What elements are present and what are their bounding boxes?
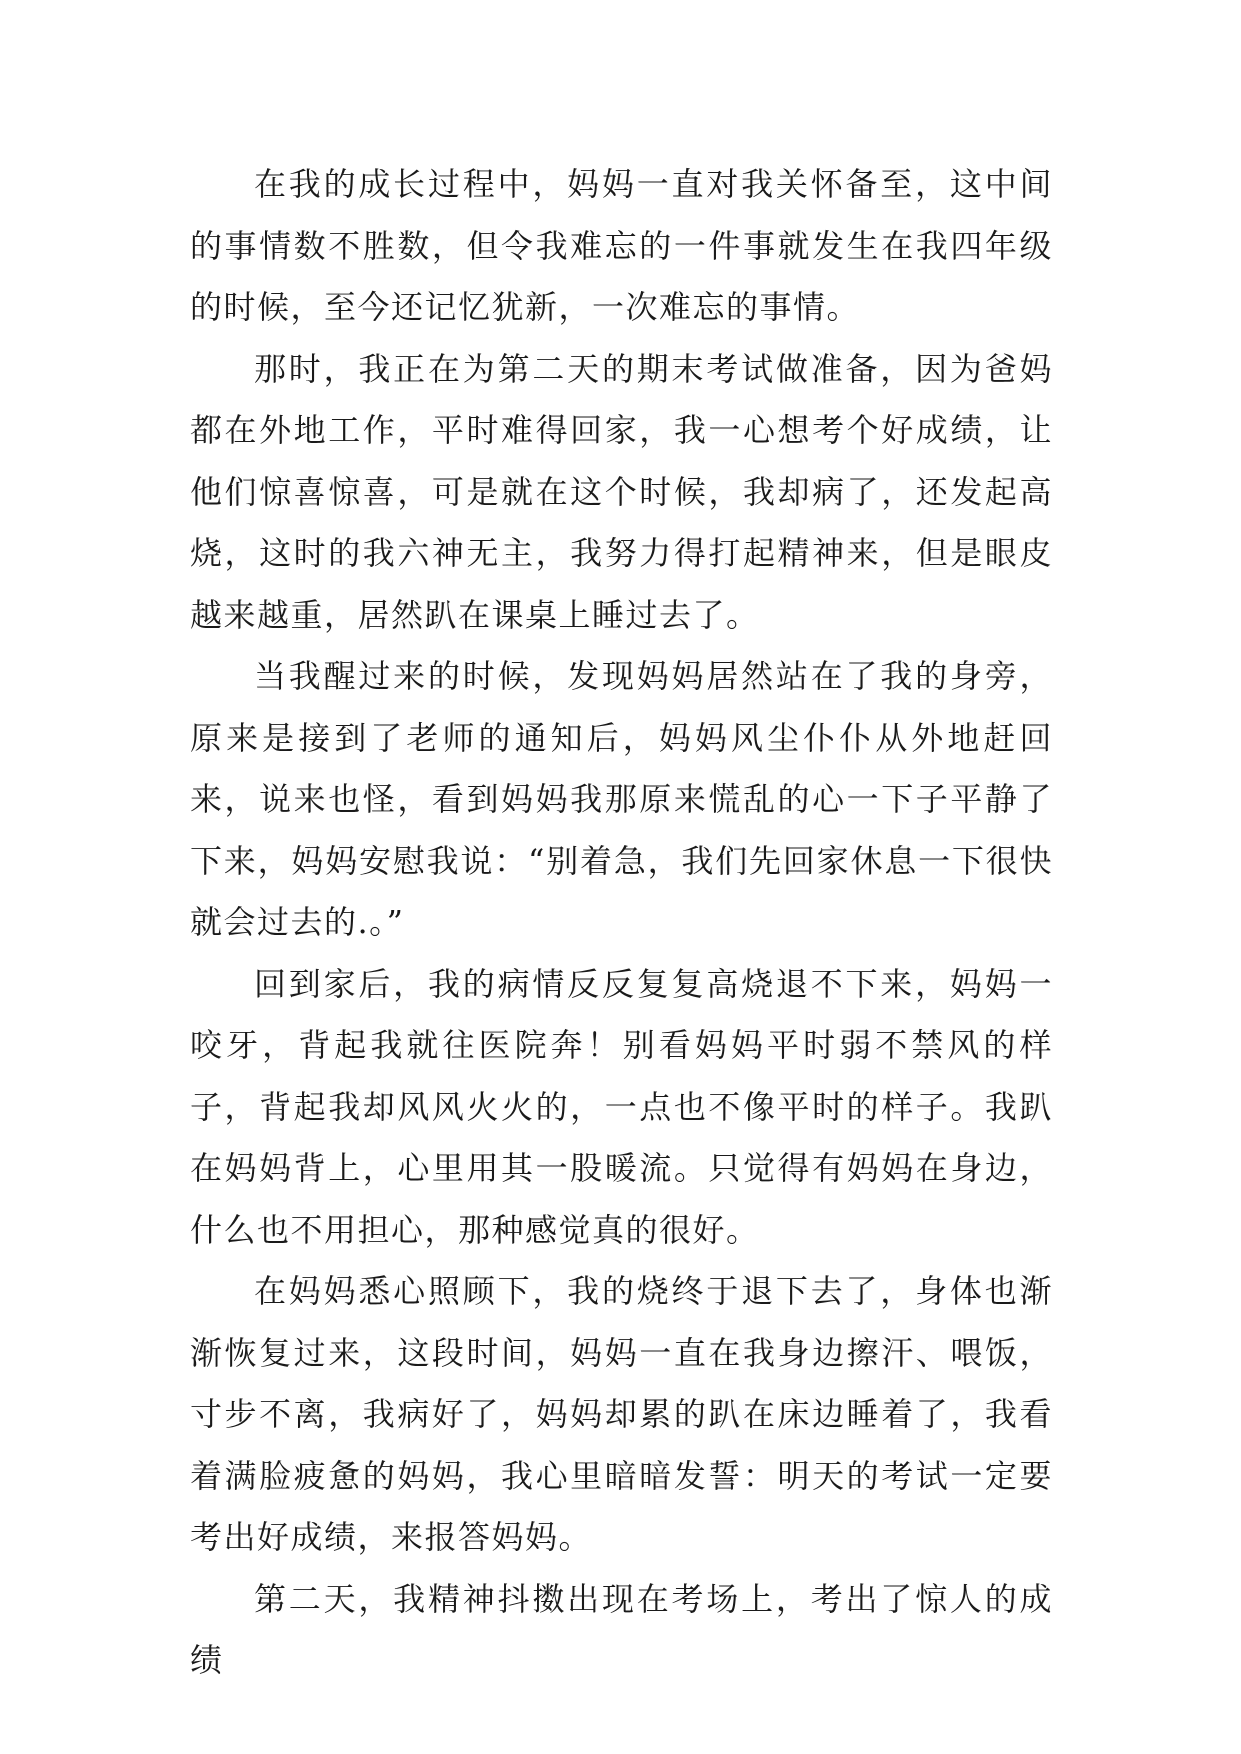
document-body	[190, 154, 1053, 1692]
paragraph: 第二天，我精神抖擞出现在考场上，考出了惊人的成绩	[190, 1579, 1053, 1679]
paragraph: 当我醒过来的时候，发现妈妈居然站在了我的身旁，原来是接到了老师的通知后，妈妈风尘仆仆从外地赶回来，说来也怪，看到妈妈我那原来慌乱的心一下子平静了下来，妈妈安慰我说：“别着急，我们先回家休息一下很快就会过去的.。”	[190, 657, 1053, 941]
paragraph: 那时，我正在为第二天的期末考试做准备，因为爸妈都在外地工作，平时难得回家，我一心想考个好成绩，让他们惊喜惊喜，可是就在这个时候，我却病了，还发起高烧，这时的我六神无主，我努力得打起精神来，但是眼皮越来越重，居然趴在课桌上睡过去了。	[190, 349, 1053, 634]
paragraph: 在妈妈悉心照顾下，我的烧终于退下去了，身体也渐渐恢复过来，这段时间，妈妈一直在我身边擦汗、喂饭，寸步不离，我病好了，妈妈却累的趴在床边睡着了，我看着满脸疲惫的妈妈，我心里暗暗发誓：明天的考试一定要考出好成绩，来报答妈妈。	[190, 1272, 1053, 1556]
paragraph: 回到家后，我的病情反反复复高烧退不下来，妈妈一咬牙，背起我就往医院奔！别看妈妈平时弱不禁风的样子，背起我却风风火火的，一点也不像平时的样子。我趴在妈妈背上，心里用其一股暖流。只觉得有妈妈在身边，什么也不用担心，那种感觉真的很好。	[190, 964, 1053, 1249]
paragraph: 在我的成长过程中，妈妈一直对我关怀备至，这中间的事情数不胜数，但令我难忘的一件事就发生在我四年级的时候，至今还记忆犹新，一次难忘的事情。	[190, 165, 1053, 326]
